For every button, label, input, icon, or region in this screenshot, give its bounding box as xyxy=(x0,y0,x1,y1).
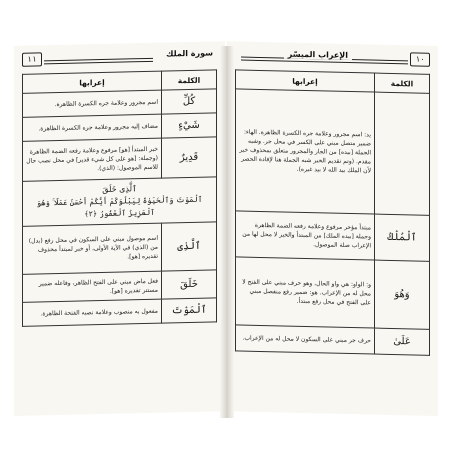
word-cell: ٱلَّذِى xyxy=(162,222,217,271)
table-row xyxy=(236,89,430,215)
parsing-table xyxy=(235,69,430,355)
verse-line: ٱلْمَوْتَ وَٱلْحَيَوٰةَ لِيَبْلُوَكُمْ أَيُّكُمْ أَحْسَنُ عَمَلًا ۚ وَهُوَ ٱلْعَزِيزُ ٱلْغَفُورُ ﴿٢﴾ xyxy=(36,194,203,219)
left-page-header xyxy=(22,47,217,71)
table-row xyxy=(23,137,217,181)
parsing-cell: فعل ماض مبني على الفتح الظاهر، وفاعله ضمير مستتر تقديره [هو]. xyxy=(23,271,162,302)
open-book xyxy=(14,46,438,416)
word-cell: ٱلْمَوْتَ xyxy=(162,298,217,323)
page-number: ١٠ xyxy=(410,52,430,66)
table-row xyxy=(23,298,217,326)
book-spine xyxy=(220,46,234,418)
parsing-cell: اسم موصول مبني على السكون في محل رفع (بدل) من (الذي) في الآية الأولى، أو خبر لمبتدأ محذوف تقديره [هو]. xyxy=(23,223,162,274)
parsing-cell: و: الواو: هي واو الحال، وهو حرف مبني على الفتح لا محل له من الإعراب. هو: ضمير رفع منفصل مبني على الفتح في محل رفع مبتدأ. xyxy=(236,257,375,328)
header-title: سورة الملك xyxy=(166,48,213,59)
parsing-cell: يد: اسم مجرور وعلامة جره الكسرة الظاهرة. الهاء: ضمير متصل مبني على الكسر في محل جر. وشبه الجملة [بيده] من الجار والمجرور متعلق بمحذوف خبر مقدم. (وتم تقديم الخبر شبه الجملة هنا لإفادة الحصر لأن الملك بيد الله لا بيد غيره). xyxy=(236,89,375,214)
word-cell: عَلَىٰ xyxy=(375,328,430,355)
word-cell: كُلِّ xyxy=(162,89,217,114)
header-title: الإعراب الميسّر xyxy=(284,50,352,61)
column-header-parsing: إعرابها xyxy=(236,70,375,92)
parsing-cell: مبتدأ مؤخر مرفوع وعلامة رفعه الضمة الظاهرة وجملة [بيده الملك] من المبتدأ والخبر لا محل لها من الإعراب صلة الموصول. xyxy=(236,211,375,260)
parsing-cell: اسم مجرور وعلامة جره الكسرة الظاهرة. xyxy=(23,90,162,117)
parsing-table xyxy=(22,69,217,326)
column-header-word: الكلمة xyxy=(375,73,430,93)
table-row xyxy=(23,222,217,274)
word-cell: شَيْءٍ xyxy=(162,113,217,138)
parsing-cell: خبر المبتدأ [هو] مرفوع وعلامة رفعه الضمة الظاهرة (وجملة: [هو على كل شيء قدير] في محل نصب حال للاسم الموصول: (الذي). xyxy=(23,138,162,181)
left-page xyxy=(14,41,225,416)
header-rule xyxy=(44,61,153,64)
right-page-header xyxy=(235,47,430,71)
column-header-parsing: إعرابها xyxy=(23,71,162,93)
page-number: ١١ xyxy=(22,52,42,66)
word-cell: خَلَقَ xyxy=(162,270,217,299)
parsing-cell: مضاف إليه مجرور وعلامة جره الكسرة الظاهرة. xyxy=(23,114,162,141)
table-row xyxy=(236,211,430,261)
parsing-cell: حرف جر مبني على السكون لا محل له من الإعراب. xyxy=(236,325,375,354)
word-cell: قَدِيرٌ xyxy=(162,137,217,178)
word-cell xyxy=(375,92,430,215)
verse-line: ٱلَّذِى خَلَقَ xyxy=(102,184,137,194)
column-header-word: الكلمة xyxy=(162,70,217,90)
table-row xyxy=(236,325,430,355)
table-row xyxy=(23,270,217,302)
verse-cell xyxy=(23,177,217,226)
word-cell: وَهُوَ xyxy=(375,260,430,329)
right-page xyxy=(227,41,438,416)
table-row xyxy=(236,257,430,329)
word-cell: ٱلْمُلْكُ xyxy=(375,214,430,261)
verse-row xyxy=(23,177,217,226)
parsing-cell: مفعول به منصوب وعلامة نصبه الفتحة الظاهرة. xyxy=(23,299,162,326)
